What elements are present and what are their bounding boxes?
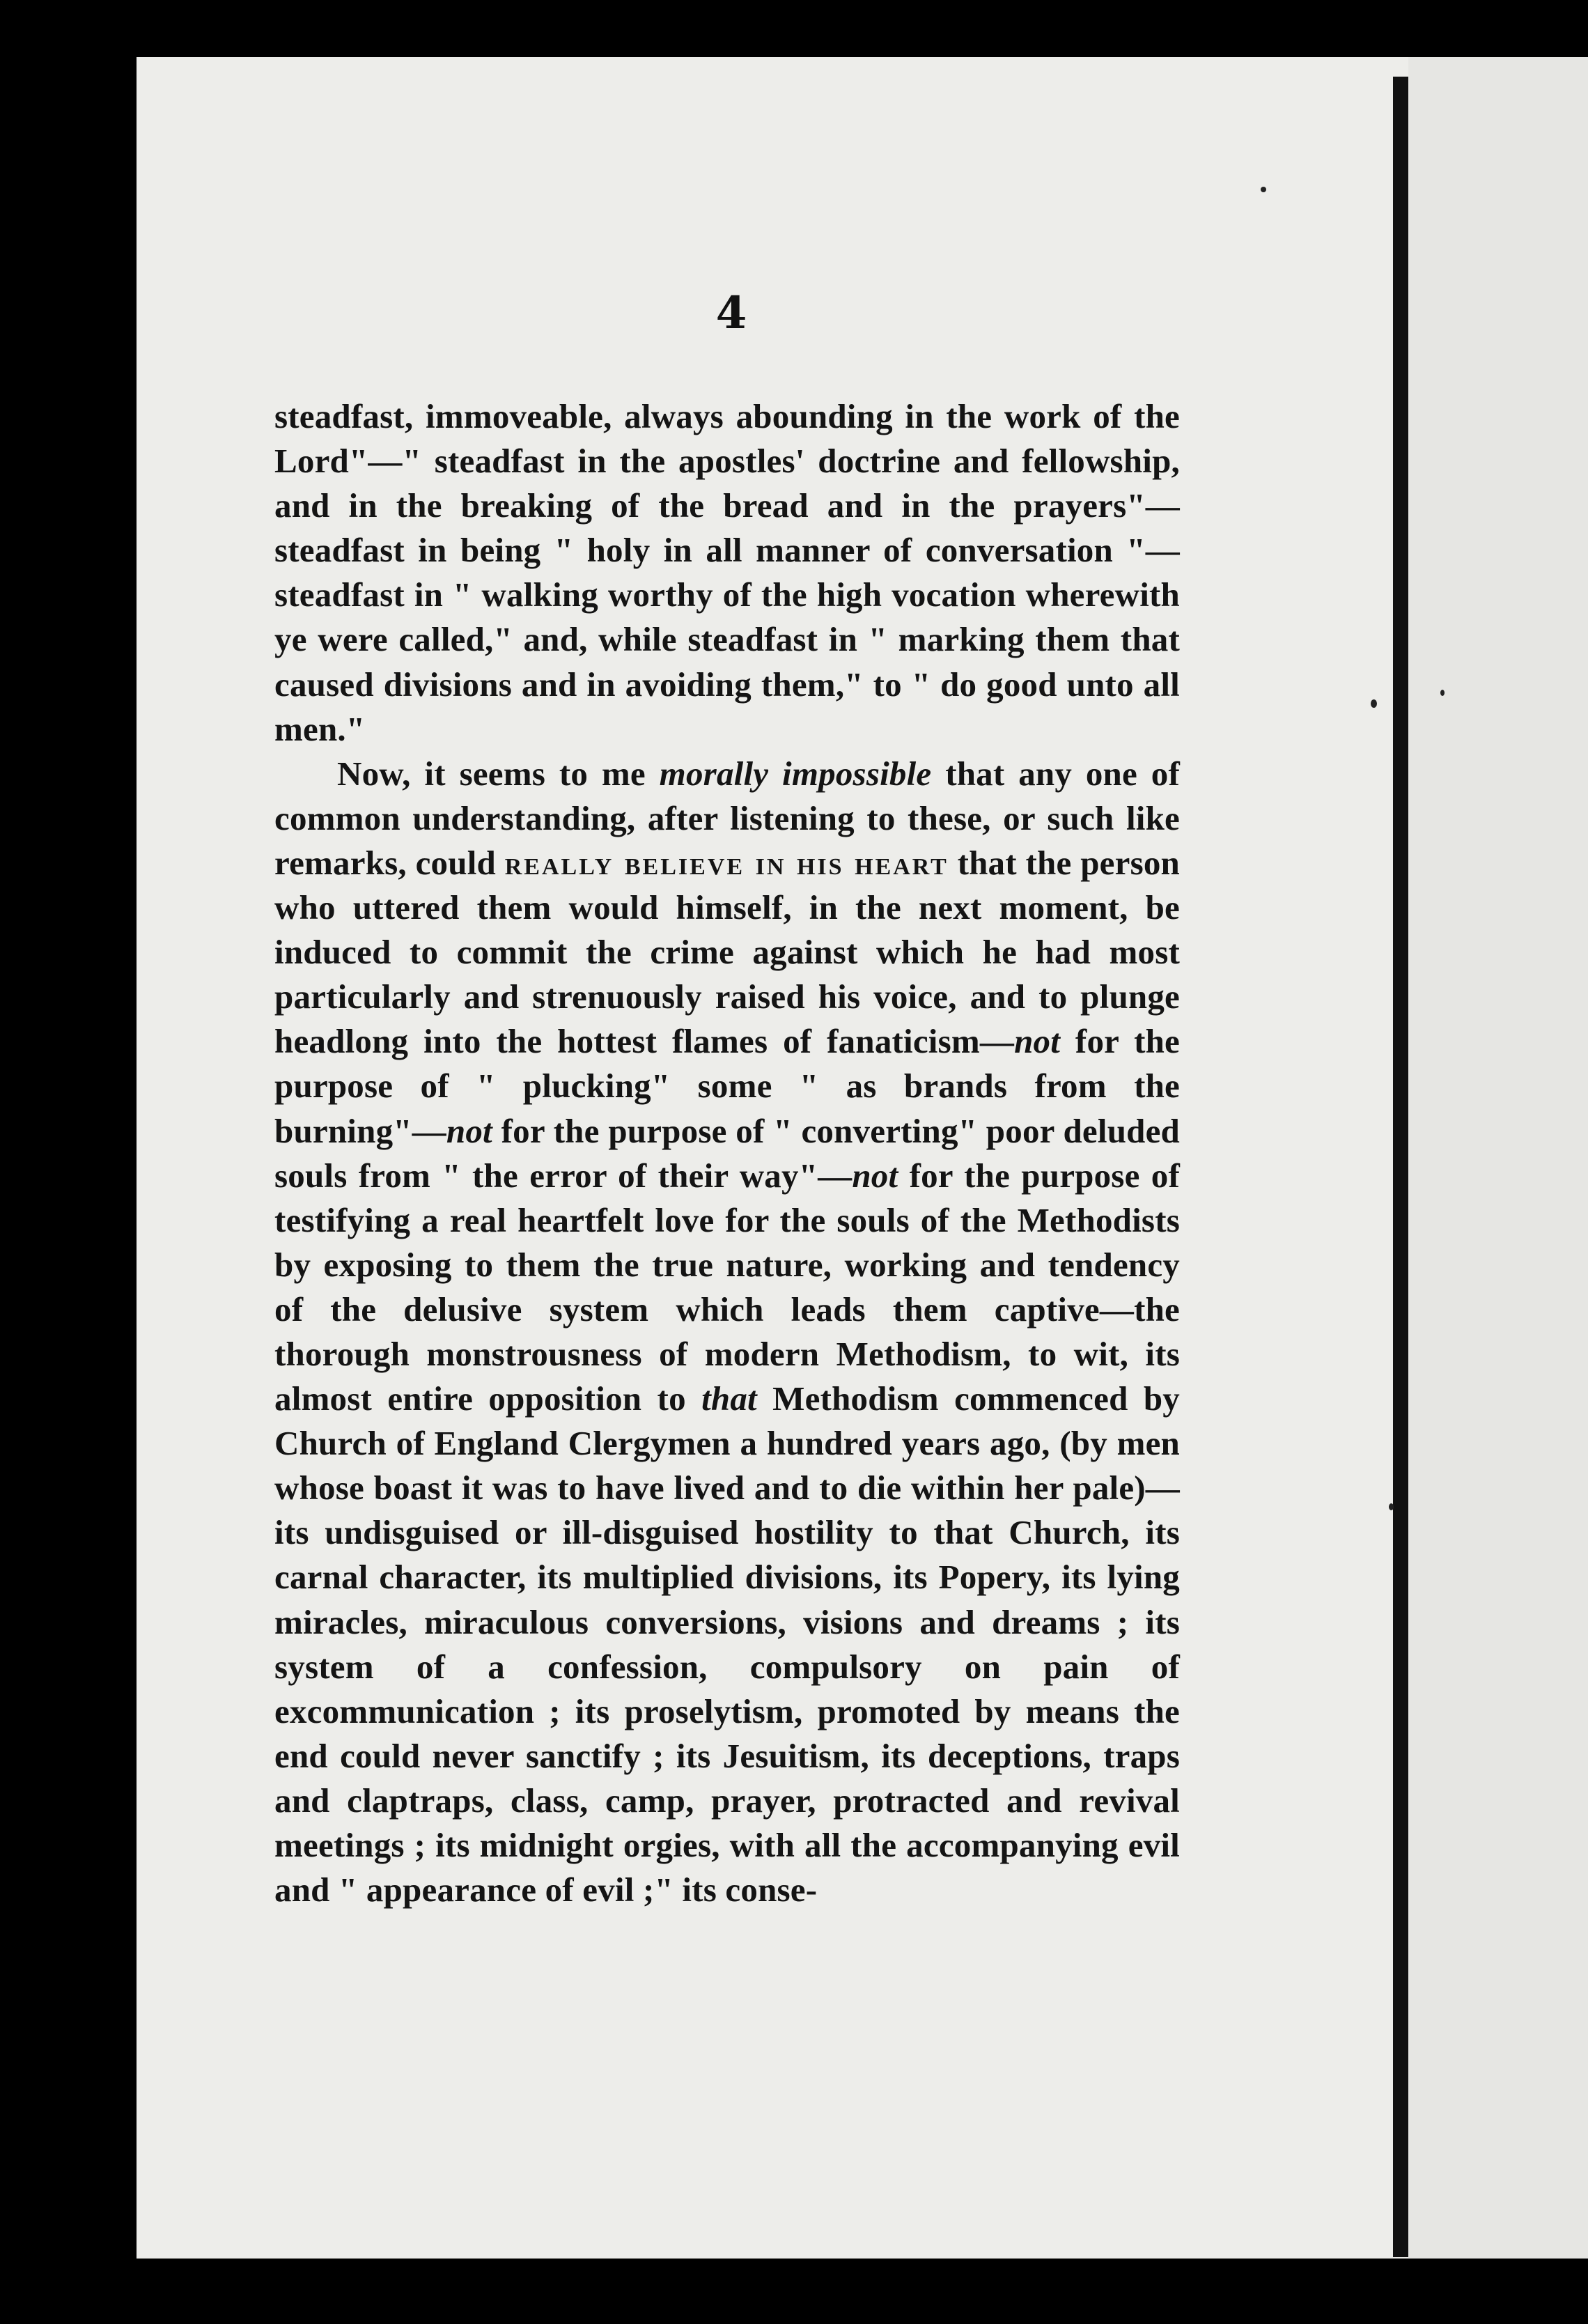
italic-emphasis: not xyxy=(852,1156,898,1195)
small-caps-emphasis: really believe in his heart xyxy=(504,843,949,882)
italic-emphasis: morally impossible xyxy=(659,754,932,793)
text-run: that the person who uttered them would himself, in the next moment, be induced to commit the crime against which he had most particularly and strenuously raised his voice, and to plunge headlong into the hottest flames of fanaticism— xyxy=(274,843,1180,1061)
text-run: for the purpose of testifying a real heartfelt love for the souls of the Methodists by exposing to them the true nature, working and tendency of the delusive system which leads them captive—the thorough monstrousness of modern Methodism, to wit, its almost entire opposition to xyxy=(274,1156,1180,1418)
text-run: for the purpose of " converting" poor deluded souls from " the error of their way"— xyxy=(274,1111,1180,1195)
ink-speck xyxy=(1371,699,1377,708)
paragraph-2 xyxy=(274,752,1180,1912)
body-text xyxy=(274,394,1180,1912)
italic-emphasis: not xyxy=(446,1111,492,1150)
ink-speck xyxy=(1440,690,1445,696)
text-run: that any one of common understanding, after listening to these, or such like remarks, could xyxy=(274,754,1180,882)
italic-emphasis: not xyxy=(1014,1022,1061,1061)
text-run: steadfast, immoveable, always abounding in the work of the Lord"—" steadfast in the apostles' doctrine and fellowship, and in the breaking of the bread and in the prayers"—steadfast in being " holy in all manner of conversation "—steadfast in " walking worthy of the high vocation wherewith ye were called," and, while steadfast in " marking them that caused divisions and in avoiding them," to " do good unto all men." xyxy=(274,397,1180,748)
ink-speck xyxy=(1261,187,1266,192)
text-run: Methodism commenced by Church of England Clergymen a hundred years ago, (by men whose boast it was to have lived and to die within her pale)—its undisguised or ill-disguised hostility to that Church, its carnal character, its multiplied divisions, its Popery, its lying miracles, miraculous conversions, visions and dreams ; its system of a confession, compulsory on pain of excommunication ; its proselytism, promoted by means the end could never sanctify ; its Jesuitism, its deceptions, traps and claptraps, class, camp, prayer, protracted and revival meetings ; its midnight orgies, with all the accompanying evil and " appearance of evil ;" its conse- xyxy=(274,1379,1180,1909)
book-spine-shadow xyxy=(1393,77,1408,2257)
paragraph-1 xyxy=(274,394,1180,752)
page-number: 4 xyxy=(715,287,747,339)
text-run: Now, it seems to me xyxy=(337,754,660,793)
ink-speck xyxy=(1389,1503,1394,1510)
italic-emphasis: that xyxy=(701,1379,757,1418)
text-run: for the purpose of " plucking" some " as brands from the burning"— xyxy=(274,1022,1180,1150)
facing-page-edge xyxy=(1408,57,1588,2259)
